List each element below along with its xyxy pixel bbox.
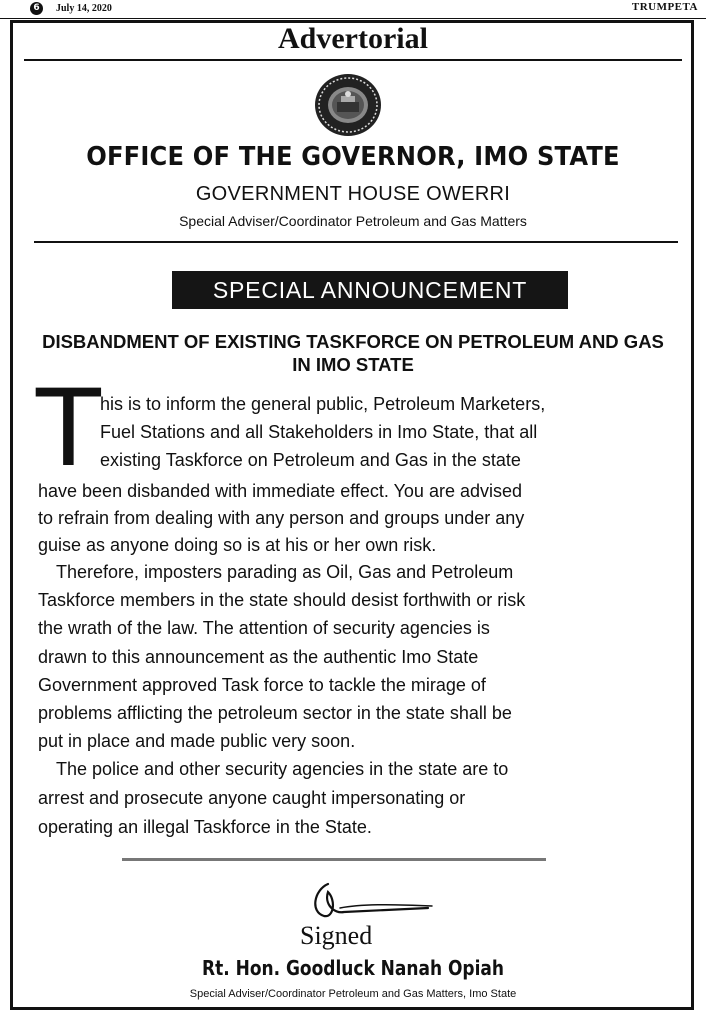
masthead: TRUMPETA — [631, 1, 698, 13]
imo-state-seal-icon — [313, 72, 383, 143]
header-divider — [34, 241, 678, 243]
page-number: 6 — [30, 2, 43, 15]
signer-name: Rt. Hon. Goodluck Nanah Opiah — [201, 956, 505, 980]
page-header — [0, 0, 706, 19]
body-line: the wrath of the law. The attention of security agencies is — [38, 618, 490, 638]
body-line: arrest and prosecute anyone caught impersonating or — [38, 788, 466, 808]
office-department: Special Adviser/Coordinator Petroleum and Gas Matters — [179, 213, 527, 229]
body-line: guise as anyone doing so is at his or her own risk. — [38, 535, 437, 555]
issue-date: July 14, 2020 — [56, 3, 112, 14]
body-line: Therefore, imposters parading as Oil, Gas and Petroleum — [56, 562, 514, 582]
body-line: Government approved Task force to tackle the mirage of — [38, 675, 486, 695]
body-line: his is to inform the general public, Petroleum Marketers, — [100, 394, 546, 414]
body-line: Fuel Stations and all Stakeholders in Imo State, that all — [100, 422, 538, 442]
signer-title: Special Adviser/Coordinator Petroleum and Gas Matters, Imo State — [189, 988, 517, 1000]
special-announcement-banner: SPECIAL ANNOUNCEMENT — [172, 271, 568, 309]
office-subtitle: GOVERNMENT HOUSE OWERRI — [195, 183, 511, 205]
body-line: operating an illegal Taskforce in the State. — [38, 817, 372, 837]
body-line: existing Taskforce on Petroleum and Gas in the state — [100, 450, 521, 470]
title-divider — [24, 59, 682, 61]
announcement-headline: DISBANDMENT OF EXISTING TASKFORCE ON PETROLEUM AND GAS IN IMO STATE — [42, 331, 664, 375]
body-line: put in place and made public very soon. — [38, 731, 356, 751]
office-title: OFFICE OF THE GOVERNOR, IMO STATE — [86, 142, 620, 172]
body-line: drawn to this announcement as the authentic Imo State — [38, 647, 479, 667]
body-line: The police and other security agencies in the state are to — [56, 759, 509, 779]
body-line: Taskforce members in the state should desist forthwith or risk — [38, 590, 526, 610]
section-title: Advertorial — [278, 22, 428, 55]
signature-divider — [122, 858, 546, 861]
signed-label: Signed — [300, 921, 373, 950]
drop-cap: T — [36, 367, 101, 490]
body-line: to refrain from dealing with any person and groups under any — [38, 508, 525, 528]
body-line: have been disbanded with immediate effect. You are advised — [38, 481, 523, 501]
body-line: problems afflicting the petroleum sector in the state shall be — [38, 703, 512, 723]
